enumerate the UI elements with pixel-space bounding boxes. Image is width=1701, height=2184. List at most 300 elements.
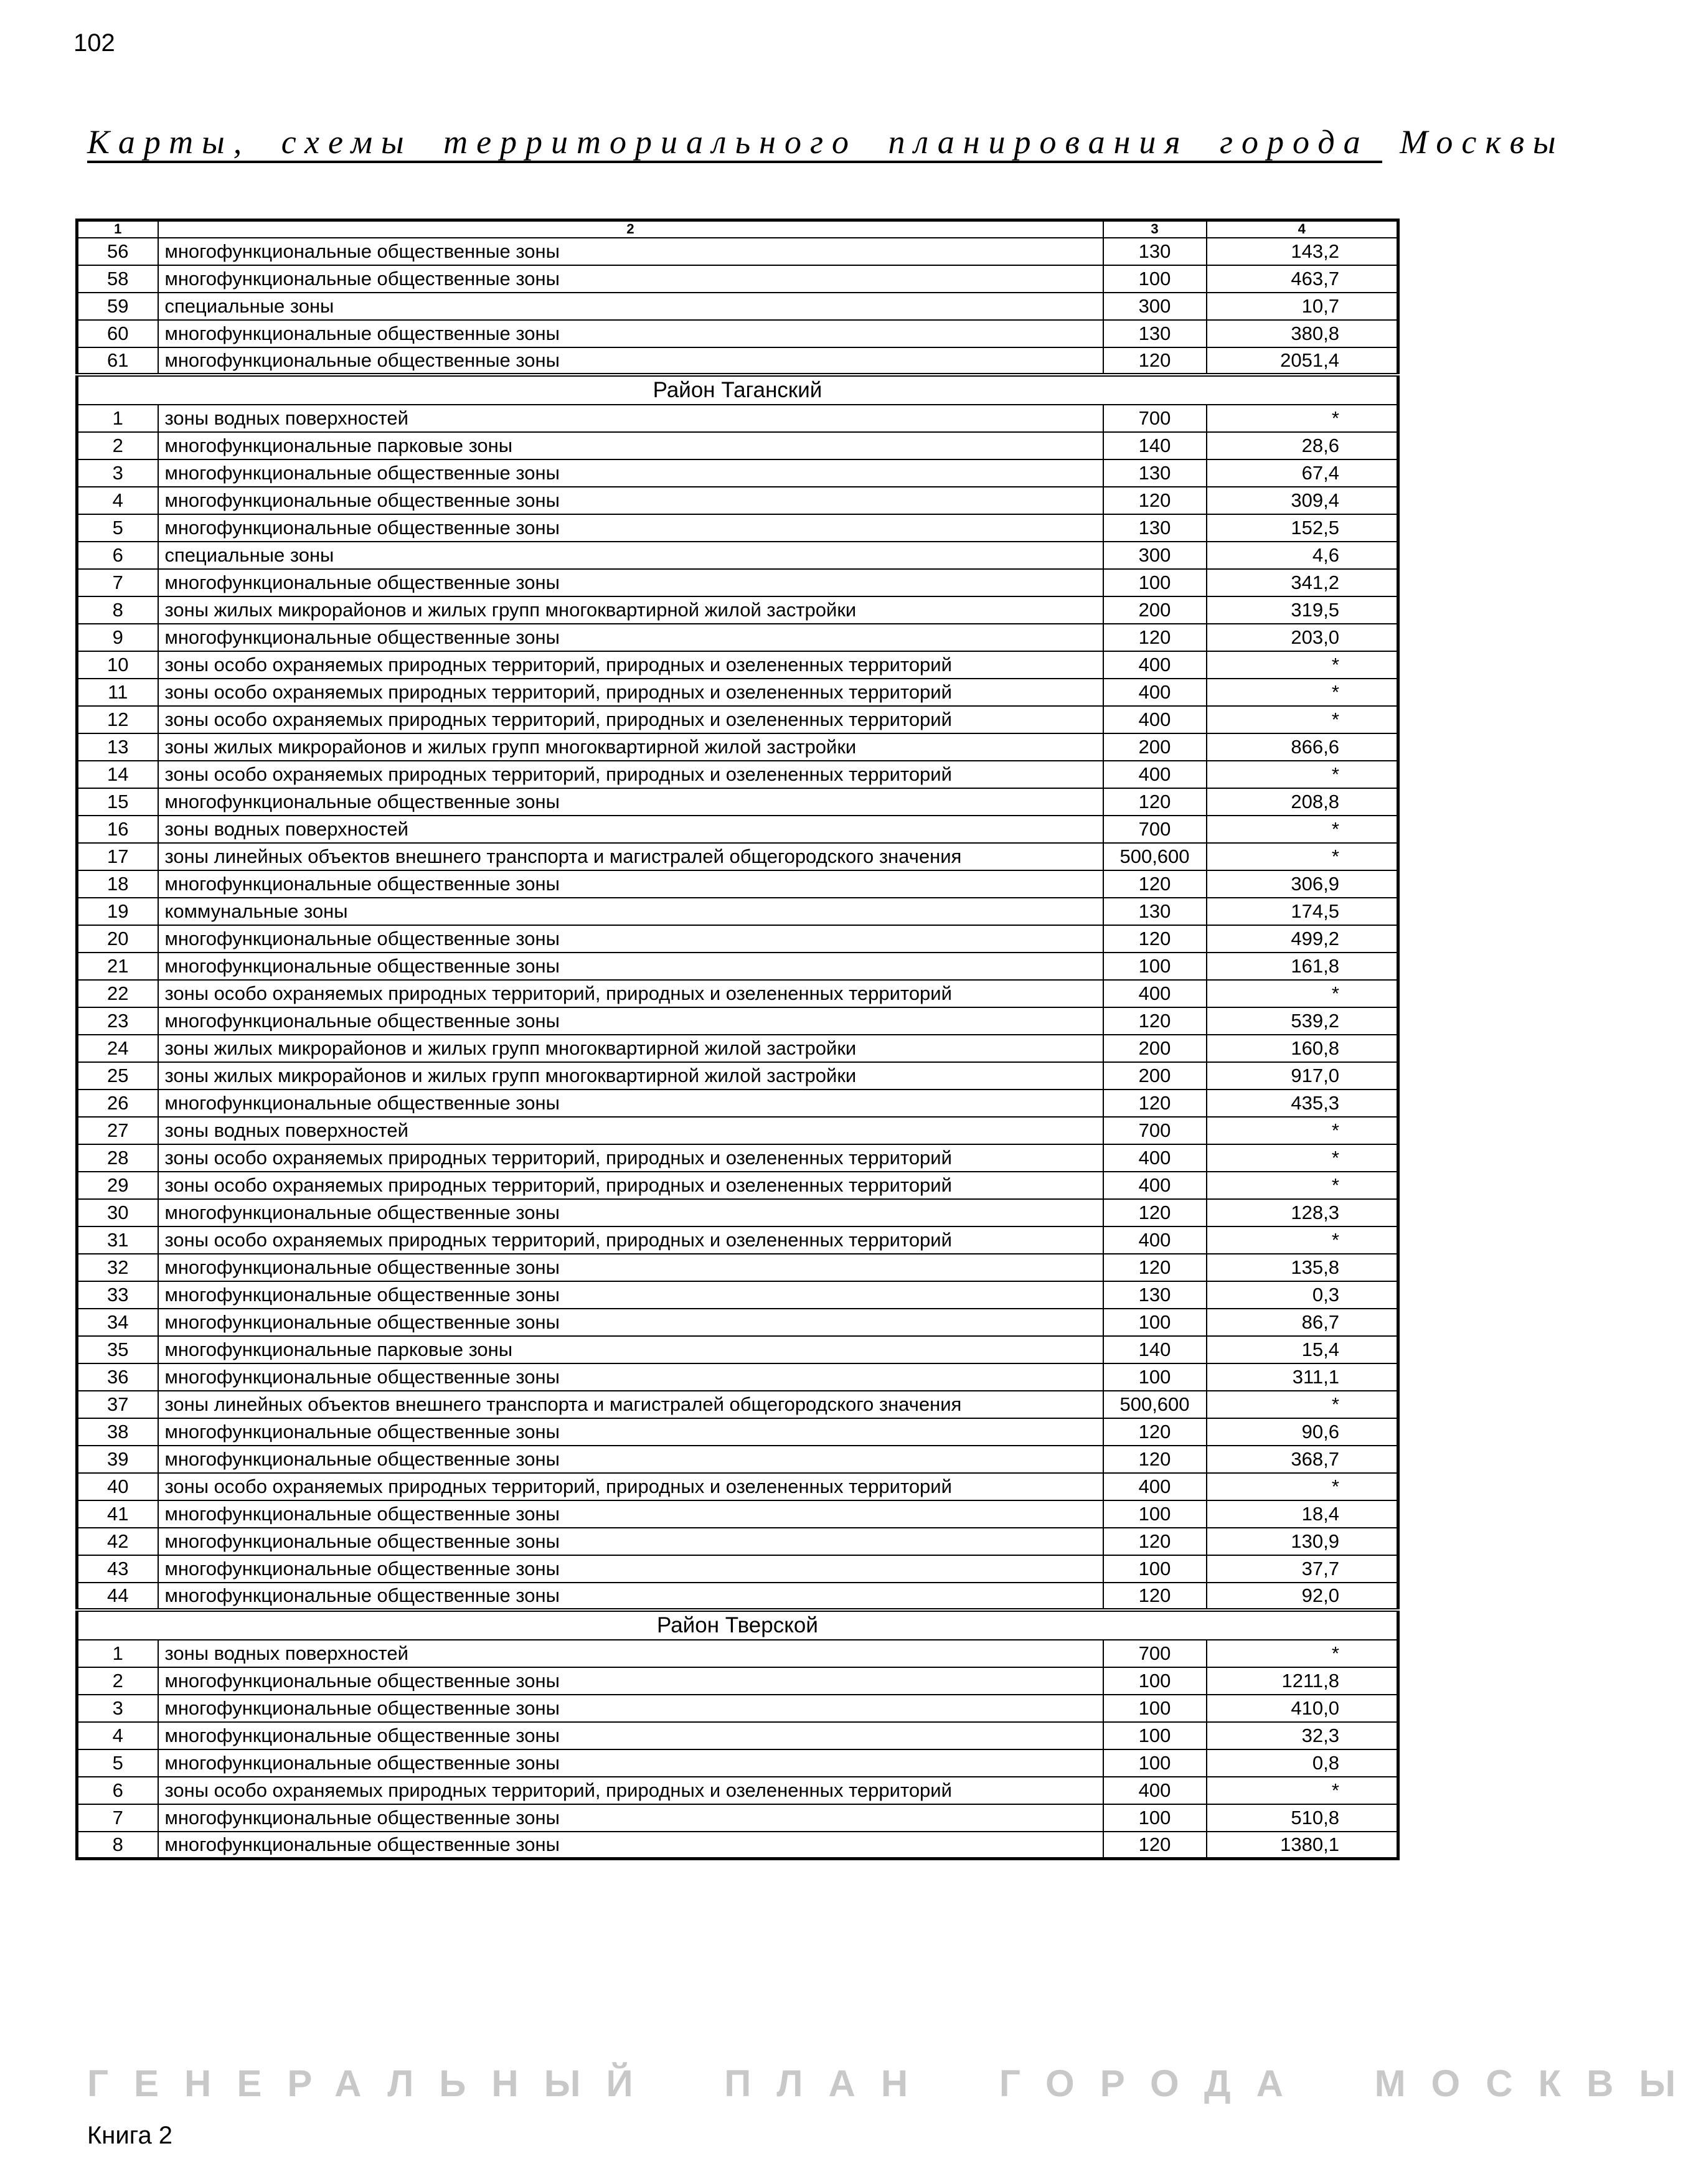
zone-area: * xyxy=(1207,405,1398,432)
zone-code: 120 xyxy=(1103,1528,1207,1555)
zone-area: 28,6 xyxy=(1207,432,1398,459)
zone-code: 100 xyxy=(1103,1555,1207,1583)
row-number: 30 xyxy=(77,1199,158,1226)
zone-name: многофункциональные общественные зоны xyxy=(158,1722,1103,1749)
zone-name: зоны жилых микрорайонов и жилых групп многоквартирной жилой застройки xyxy=(158,1062,1103,1090)
zone-name: многофункциональные общественные зоны xyxy=(158,487,1103,514)
table-row xyxy=(77,514,1398,542)
zone-code: 100 xyxy=(1103,1749,1207,1777)
table-row xyxy=(77,405,1398,432)
table-row xyxy=(77,1007,1398,1035)
row-number: 14 xyxy=(77,761,158,788)
zone-name: зоны особо охраняемых природных территорий, природных и озелененных территорий xyxy=(158,1144,1103,1172)
zone-name: многофункциональные общественные зоны xyxy=(158,1090,1103,1117)
zone-name: многофункциональные общественные зоны xyxy=(158,1667,1103,1695)
zone-name: зоны особо охраняемых природных территорий, природных и озелененных территорий xyxy=(158,1172,1103,1199)
row-number: 3 xyxy=(77,459,158,487)
row-number: 13 xyxy=(77,733,158,761)
table-row xyxy=(77,265,1398,293)
row-number: 40 xyxy=(77,1473,158,1500)
zone-name: многофункциональные общественные зоны xyxy=(158,870,1103,898)
zone-name: многофункциональные общественные зоны xyxy=(158,1199,1103,1226)
zone-name: зоны водных поверхностей xyxy=(158,816,1103,843)
row-number: 24 xyxy=(77,1035,158,1062)
zone-area: 866,6 xyxy=(1207,733,1398,761)
table-row xyxy=(77,459,1398,487)
table-row xyxy=(77,1446,1398,1473)
table-row xyxy=(77,1640,1398,1667)
zone-area: 161,8 xyxy=(1207,953,1398,980)
row-number: 41 xyxy=(77,1500,158,1528)
zone-name: многофункциональные общественные зоны xyxy=(158,1418,1103,1446)
page-number: 102 xyxy=(73,29,115,57)
zone-area: 435,3 xyxy=(1207,1090,1398,1117)
zone-area: 18,4 xyxy=(1207,1500,1398,1528)
row-number: 31 xyxy=(77,1226,158,1254)
zone-area: 309,4 xyxy=(1207,487,1398,514)
zone-code: 140 xyxy=(1103,1336,1207,1363)
zone-name: многофункциональные общественные зоны xyxy=(158,1500,1103,1528)
zone-area: * xyxy=(1207,843,1398,870)
table-row xyxy=(77,1199,1398,1226)
zone-name: специальные зоны xyxy=(158,293,1103,320)
zone-name: многофункциональные общественные зоны xyxy=(158,1309,1103,1336)
zone-area: 341,2 xyxy=(1207,569,1398,596)
row-number: 33 xyxy=(77,1281,158,1309)
zone-code: 120 xyxy=(1103,1418,1207,1446)
row-number: 38 xyxy=(77,1418,158,1446)
table-row xyxy=(77,487,1398,514)
district-heading: Район Таганский xyxy=(77,375,1398,405)
zone-name: многофункциональные общественные зоны xyxy=(158,953,1103,980)
table-row xyxy=(77,1695,1398,1722)
row-number: 59 xyxy=(77,293,158,320)
zone-code: 130 xyxy=(1103,459,1207,487)
row-number: 15 xyxy=(77,788,158,816)
row-number: 29 xyxy=(77,1172,158,1199)
row-number: 1 xyxy=(77,405,158,432)
row-number: 27 xyxy=(77,1117,158,1144)
table-row xyxy=(77,1254,1398,1281)
book-label: Книга 2 xyxy=(87,2122,173,2149)
zones-table-body xyxy=(77,220,1398,1859)
row-number: 5 xyxy=(77,1749,158,1777)
table-row xyxy=(77,953,1398,980)
zone-name: многофункциональные общественные зоны xyxy=(158,238,1103,265)
zone-name: многофункциональные общественные зоны xyxy=(158,514,1103,542)
zone-area: * xyxy=(1207,1473,1398,1500)
zone-area: * xyxy=(1207,1777,1398,1804)
row-number: 20 xyxy=(77,925,158,953)
zone-area: 67,4 xyxy=(1207,459,1398,487)
zone-area: 160,8 xyxy=(1207,1035,1398,1062)
zone-name: зоны жилых микрорайонов и жилых групп многоквартирной жилой застройки xyxy=(158,596,1103,624)
zone-name: зоны жилых микрорайонов и жилых групп многоквартирной жилой застройки xyxy=(158,733,1103,761)
row-number: 4 xyxy=(77,487,158,514)
zone-code: 400 xyxy=(1103,1226,1207,1254)
zone-area: 86,7 xyxy=(1207,1309,1398,1336)
zone-area: 174,5 xyxy=(1207,898,1398,925)
zone-area: 1380,1 xyxy=(1207,1832,1398,1859)
zone-name: многофункциональные общественные зоны xyxy=(158,925,1103,953)
zone-name: зоны жилых микрорайонов и жилых групп многоквартирной жилой застройки xyxy=(158,1035,1103,1062)
table-row xyxy=(77,238,1398,265)
row-number: 17 xyxy=(77,843,158,870)
zone-area: 463,7 xyxy=(1207,265,1398,293)
zone-code: 100 xyxy=(1103,1804,1207,1832)
zone-name: зоны линейных объектов внешнего транспорта и магистралей общегородского значения xyxy=(158,1391,1103,1418)
row-number: 28 xyxy=(77,1144,158,1172)
table-row xyxy=(77,1749,1398,1777)
zone-code: 130 xyxy=(1103,1281,1207,1309)
zone-name: многофункциональные общественные зоны xyxy=(158,1528,1103,1555)
zone-area: 2051,4 xyxy=(1207,347,1398,375)
zone-area: 135,8 xyxy=(1207,1254,1398,1281)
zone-area: * xyxy=(1207,706,1398,733)
zone-area: * xyxy=(1207,1226,1398,1254)
table-row xyxy=(77,624,1398,651)
zone-code: 700 xyxy=(1103,1117,1207,1144)
zone-code: 100 xyxy=(1103,265,1207,293)
zone-code: 700 xyxy=(1103,405,1207,432)
zone-code: 100 xyxy=(1103,1695,1207,1722)
zone-area: 152,5 xyxy=(1207,514,1398,542)
column-header: 4 xyxy=(1207,220,1398,238)
table-row xyxy=(77,1832,1398,1859)
zone-code: 130 xyxy=(1103,320,1207,347)
table-row xyxy=(77,320,1398,347)
table-row xyxy=(77,1391,1398,1418)
zone-name: многофункциональные общественные зоны xyxy=(158,1832,1103,1859)
zone-area: 130,9 xyxy=(1207,1528,1398,1555)
zone-area: 368,7 xyxy=(1207,1446,1398,1473)
zone-name: специальные зоны xyxy=(158,542,1103,569)
zone-area: * xyxy=(1207,651,1398,679)
row-number: 36 xyxy=(77,1363,158,1391)
zone-name: зоны особо охраняемых природных территорий, природных и озелененных территорий xyxy=(158,1777,1103,1804)
zone-name: многофункциональные общественные зоны xyxy=(158,1281,1103,1309)
zone-code: 300 xyxy=(1103,542,1207,569)
row-number: 42 xyxy=(77,1528,158,1555)
row-number: 4 xyxy=(77,1722,158,1749)
zone-name: зоны линейных объектов внешнего транспорта и магистралей общегородского значения xyxy=(158,843,1103,870)
table-row xyxy=(77,1722,1398,1749)
table-row xyxy=(77,347,1398,375)
table-row xyxy=(77,1667,1398,1695)
zone-area: 4,6 xyxy=(1207,542,1398,569)
table-row xyxy=(77,761,1398,788)
table-row xyxy=(77,1281,1398,1309)
zone-name: многофункциональные общественные зоны xyxy=(158,1749,1103,1777)
table-row xyxy=(77,1144,1398,1172)
zone-code: 120 xyxy=(1103,1199,1207,1226)
zone-area: * xyxy=(1207,1640,1398,1667)
row-number: 11 xyxy=(77,679,158,706)
table-row xyxy=(77,1500,1398,1528)
zone-area: 208,8 xyxy=(1207,788,1398,816)
table-row xyxy=(77,1528,1398,1555)
zone-name: зоны особо охраняемых природных территорий, природных и озелененных территорий xyxy=(158,679,1103,706)
zone-area: 32,3 xyxy=(1207,1722,1398,1749)
table-row xyxy=(77,788,1398,816)
row-number: 58 xyxy=(77,265,158,293)
zone-name: зоны особо охраняемых природных территорий, природных и озелененных территорий xyxy=(158,651,1103,679)
table-row xyxy=(77,651,1398,679)
zone-code: 400 xyxy=(1103,761,1207,788)
zone-area: 0,8 xyxy=(1207,1749,1398,1777)
column-header: 3 xyxy=(1103,220,1207,238)
zone-code: 400 xyxy=(1103,980,1207,1007)
zone-code: 500,600 xyxy=(1103,1391,1207,1418)
row-number: 43 xyxy=(77,1555,158,1583)
zone-name: многофункциональные общественные зоны xyxy=(158,1363,1103,1391)
zone-area: 1211,8 xyxy=(1207,1667,1398,1695)
table-row xyxy=(77,1090,1398,1117)
zone-name: многофункциональные общественные зоны xyxy=(158,1555,1103,1583)
zone-code: 140 xyxy=(1103,432,1207,459)
zone-name: зоны водных поверхностей xyxy=(158,1640,1103,1667)
table-row xyxy=(77,1172,1398,1199)
zone-area: * xyxy=(1207,980,1398,1007)
row-number: 8 xyxy=(77,1832,158,1859)
zone-name: многофункциональные общественные зоны xyxy=(158,1695,1103,1722)
zone-code: 100 xyxy=(1103,1500,1207,1528)
zone-name: зоны особо охраняемых природных территорий, природных и озелененных территорий xyxy=(158,761,1103,788)
column-header-row xyxy=(77,220,1398,238)
table-row xyxy=(77,1363,1398,1391)
table-row xyxy=(77,1418,1398,1446)
zone-code: 120 xyxy=(1103,624,1207,651)
zone-name: зоны водных поверхностей xyxy=(158,1117,1103,1144)
row-number: 6 xyxy=(77,1777,158,1804)
zone-code: 200 xyxy=(1103,1035,1207,1062)
table-row xyxy=(77,1777,1398,1804)
row-number: 25 xyxy=(77,1062,158,1090)
zone-code: 700 xyxy=(1103,816,1207,843)
row-number: 10 xyxy=(77,651,158,679)
zone-area: * xyxy=(1207,816,1398,843)
zone-area: 0,3 xyxy=(1207,1281,1398,1309)
table-row xyxy=(77,1062,1398,1090)
row-number: 6 xyxy=(77,542,158,569)
row-number: 32 xyxy=(77,1254,158,1281)
table-row xyxy=(77,1226,1398,1254)
zone-code: 130 xyxy=(1103,514,1207,542)
zone-code: 300 xyxy=(1103,293,1207,320)
table-row xyxy=(77,432,1398,459)
zone-code: 100 xyxy=(1103,953,1207,980)
zone-name: многофункциональные общественные зоны xyxy=(158,569,1103,596)
row-number: 39 xyxy=(77,1446,158,1473)
table-row xyxy=(77,706,1398,733)
zone-code: 500,600 xyxy=(1103,843,1207,870)
row-number: 2 xyxy=(77,432,158,459)
row-number: 37 xyxy=(77,1391,158,1418)
table-row xyxy=(77,1804,1398,1832)
table-row xyxy=(77,843,1398,870)
column-header: 2 xyxy=(158,220,1103,238)
district-heading-row xyxy=(77,1610,1398,1640)
zone-name: многофункциональные общественные зоны xyxy=(158,1804,1103,1832)
zone-name: многофункциональные общественные зоны xyxy=(158,459,1103,487)
zone-code: 200 xyxy=(1103,1062,1207,1090)
zone-code: 400 xyxy=(1103,706,1207,733)
zone-code: 100 xyxy=(1103,1309,1207,1336)
row-number: 56 xyxy=(77,238,158,265)
row-number: 8 xyxy=(77,596,158,624)
row-number: 44 xyxy=(77,1583,158,1610)
zone-area: 15,4 xyxy=(1207,1336,1398,1363)
zone-code: 120 xyxy=(1103,347,1207,375)
zone-code: 120 xyxy=(1103,487,1207,514)
zone-area: 539,2 xyxy=(1207,1007,1398,1035)
row-number: 61 xyxy=(77,347,158,375)
zone-code: 200 xyxy=(1103,733,1207,761)
table-row xyxy=(77,569,1398,596)
zone-area: * xyxy=(1207,679,1398,706)
row-number: 1 xyxy=(77,1640,158,1667)
row-number: 60 xyxy=(77,320,158,347)
table-row xyxy=(77,816,1398,843)
zone-area: * xyxy=(1207,1144,1398,1172)
zone-name: многофункциональные общественные зоны xyxy=(158,320,1103,347)
zone-code: 120 xyxy=(1103,925,1207,953)
table-row xyxy=(77,1336,1398,1363)
district-heading-row xyxy=(77,375,1398,405)
zone-code: 120 xyxy=(1103,1090,1207,1117)
zones-table xyxy=(75,219,1400,1860)
zone-name: многофункциональные общественные зоны xyxy=(158,265,1103,293)
zone-area: * xyxy=(1207,1172,1398,1199)
table-row xyxy=(77,679,1398,706)
zone-code: 100 xyxy=(1103,1363,1207,1391)
table-row xyxy=(77,1473,1398,1500)
zone-area: 319,5 xyxy=(1207,596,1398,624)
zone-area: * xyxy=(1207,761,1398,788)
zone-area: 311,1 xyxy=(1207,1363,1398,1391)
zone-code: 120 xyxy=(1103,1583,1207,1610)
zone-code: 400 xyxy=(1103,1473,1207,1500)
zone-name: многофункциональные общественные зоны xyxy=(158,1007,1103,1035)
zone-name: многофункциональные общественные зоны xyxy=(158,1583,1103,1610)
zone-name: зоны водных поверхностей xyxy=(158,405,1103,432)
column-header: 1 xyxy=(77,220,158,238)
table-row xyxy=(77,1583,1398,1610)
row-number: 34 xyxy=(77,1309,158,1336)
header-rule xyxy=(87,161,1382,163)
zone-code: 100 xyxy=(1103,569,1207,596)
district-heading: Район Тверской xyxy=(77,1610,1398,1640)
table-row xyxy=(77,293,1398,320)
zone-area: 10,7 xyxy=(1207,293,1398,320)
zone-name: зоны особо охраняемых природных территорий, природных и озелененных территорий xyxy=(158,980,1103,1007)
zone-name: зоны особо охраняемых природных территорий, природных и озелененных территорий xyxy=(158,1226,1103,1254)
zone-area: 128,3 xyxy=(1207,1199,1398,1226)
zone-area: 510,8 xyxy=(1207,1804,1398,1832)
zone-code: 100 xyxy=(1103,1722,1207,1749)
row-number: 9 xyxy=(77,624,158,651)
zone-code: 400 xyxy=(1103,1777,1207,1804)
row-number: 23 xyxy=(77,1007,158,1035)
row-number: 7 xyxy=(77,569,158,596)
zone-area: 203,0 xyxy=(1207,624,1398,651)
zone-name: многофункциональные общественные зоны xyxy=(158,347,1103,375)
zone-code: 400 xyxy=(1103,651,1207,679)
zone-code: 120 xyxy=(1103,788,1207,816)
zone-name: многофункциональные общественные зоны xyxy=(158,788,1103,816)
table-row xyxy=(77,1555,1398,1583)
row-number: 35 xyxy=(77,1336,158,1363)
zone-code: 120 xyxy=(1103,1007,1207,1035)
row-number: 12 xyxy=(77,706,158,733)
zone-code: 400 xyxy=(1103,1144,1207,1172)
zone-code: 100 xyxy=(1103,1667,1207,1695)
table-row xyxy=(77,542,1398,569)
row-number: 26 xyxy=(77,1090,158,1117)
zone-name: многофункциональные общественные зоны xyxy=(158,1254,1103,1281)
zone-name: многофункциональные парковые зоны xyxy=(158,432,1103,459)
footer-title: ГЕНЕРАЛЬНЫЙ ПЛАН ГОРОДА МОСКВЫ xyxy=(87,2063,1701,2104)
zone-code: 130 xyxy=(1103,238,1207,265)
row-number: 3 xyxy=(77,1695,158,1722)
table-row xyxy=(77,1035,1398,1062)
zone-area: 143,2 xyxy=(1207,238,1398,265)
table-row xyxy=(77,980,1398,1007)
zone-code: 200 xyxy=(1103,596,1207,624)
zone-area: 37,7 xyxy=(1207,1555,1398,1583)
row-number: 18 xyxy=(77,870,158,898)
zone-name: многофункциональные общественные зоны xyxy=(158,624,1103,651)
zone-code: 120 xyxy=(1103,1254,1207,1281)
row-number: 21 xyxy=(77,953,158,980)
zone-area: 306,9 xyxy=(1207,870,1398,898)
running-header-title: Карты, схемы территориального планирования города Москвы xyxy=(87,123,1565,161)
row-number: 19 xyxy=(77,898,158,925)
zone-code: 120 xyxy=(1103,1832,1207,1859)
zone-code: 120 xyxy=(1103,1446,1207,1473)
zone-code: 400 xyxy=(1103,679,1207,706)
zone-area: 90,6 xyxy=(1207,1418,1398,1446)
zone-area: 499,2 xyxy=(1207,925,1398,953)
table-row xyxy=(77,733,1398,761)
zone-name: зоны особо охраняемых природных территорий, природных и озелененных территорий xyxy=(158,706,1103,733)
row-number: 22 xyxy=(77,980,158,1007)
zone-area: 380,8 xyxy=(1207,320,1398,347)
zone-area: * xyxy=(1207,1391,1398,1418)
row-number: 2 xyxy=(77,1667,158,1695)
zone-area: 92,0 xyxy=(1207,1583,1398,1610)
zone-code: 400 xyxy=(1103,1172,1207,1199)
table-row xyxy=(77,925,1398,953)
row-number: 16 xyxy=(77,816,158,843)
zone-area: 410,0 xyxy=(1207,1695,1398,1722)
zone-code: 130 xyxy=(1103,898,1207,925)
table-row xyxy=(77,596,1398,624)
table-row xyxy=(77,898,1398,925)
zone-name: зоны особо охраняемых природных территорий, природных и озелененных территорий xyxy=(158,1473,1103,1500)
table-row xyxy=(77,1309,1398,1336)
zone-name: многофункциональные парковые зоны xyxy=(158,1336,1103,1363)
zone-name: коммунальные зоны xyxy=(158,898,1103,925)
zone-code: 700 xyxy=(1103,1640,1207,1667)
table-row xyxy=(77,1117,1398,1144)
zone-name: многофункциональные общественные зоны xyxy=(158,1446,1103,1473)
zone-code: 120 xyxy=(1103,870,1207,898)
row-number: 5 xyxy=(77,514,158,542)
table-row xyxy=(77,870,1398,898)
row-number: 7 xyxy=(77,1804,158,1832)
zone-area: 917,0 xyxy=(1207,1062,1398,1090)
